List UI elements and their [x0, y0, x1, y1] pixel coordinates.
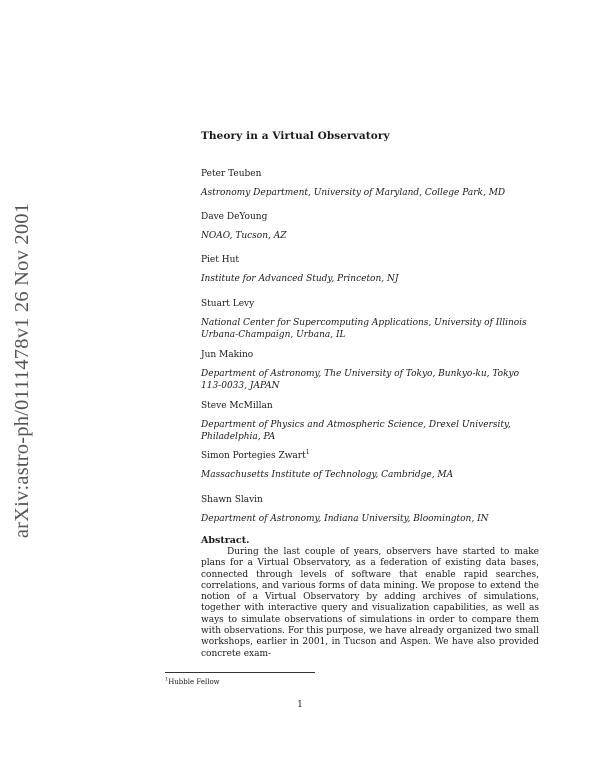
- footnote-mark: 1: [305, 449, 310, 456]
- author-name: [201, 450, 541, 462]
- author-list: [201, 168, 541, 525]
- author-block: [201, 254, 541, 298]
- author-block: [201, 168, 541, 211]
- author-block: [201, 450, 541, 494]
- author-affiliation: Institute for Advanced Study, Princeton, NJ: [201, 274, 399, 284]
- author-name: Peter Teuben: [201, 169, 262, 179]
- abstract-heading: Abstract.: [201, 535, 250, 546]
- footnote-mark: 1: [165, 676, 169, 683]
- author-affiliation: National Center for Supercomputing Applications, University of Illinois Urbana-Champaign, Urbana, IL: [201, 318, 527, 340]
- author-affiliation: Massachusetts Institute of Technology, Cambridge, MA: [201, 470, 454, 480]
- abstract: [201, 535, 539, 660]
- author-block: [201, 400, 541, 450]
- arxiv-stamp: [6, 200, 40, 540]
- page-title: Theory in a Virtual Observatory: [201, 130, 390, 142]
- author-name: Jun Makino: [201, 350, 254, 360]
- author-affiliation: Department of Physics and Atmospheric Science, Drexel University, Philadelphia, PA: [201, 420, 511, 442]
- author-block: [201, 494, 541, 525]
- author-affiliation: Astronomy Department, University of Maryland, College Park, MD: [201, 188, 506, 198]
- abstract-body: During the last couple of years, observers have started to make plans for a Virtual Observatory, as a federation of existing data bases, connected through levels of software that enable rapid searches, correlations, and various forms of data mining. We propose to extend the notion of a Virtual Observatory by adding archives of simulations, together with interactive query and visualization capabilities, as well as ways to simulate observations of simulations in order to compare them with observations. For this purpose, we have already organized two small workshops, earlier in 2001, in Tucson and Aspen. We have also provided concrete exam-: [201, 547, 539, 659]
- author-block: [201, 349, 541, 400]
- author-name: Shawn Slavin: [201, 495, 263, 505]
- author-name: Piet Hut: [201, 255, 239, 265]
- author-name: Dave DeYoung: [201, 212, 268, 222]
- author-name: Steve McMillan: [201, 401, 273, 411]
- author-block: [201, 211, 541, 254]
- author-affiliation: Department of Astronomy, Indiana University, Bloomington, IN: [201, 514, 489, 524]
- footnote: [165, 678, 220, 686]
- author-affiliation: NOAO, Tucson, AZ: [201, 231, 287, 241]
- footnote-text: Hubble Fellow: [168, 678, 220, 686]
- footnote-rule: [165, 672, 315, 673]
- author-name: Stuart Levy: [201, 299, 255, 309]
- author-affiliation: Department of Astronomy, The University of Tokyo, Bunkyo-ku, Tokyo 113-0033, JAPAN: [201, 369, 520, 391]
- page-number: 1: [297, 700, 303, 710]
- author-block: [201, 298, 541, 349]
- arxiv-stamp-text: arXiv:astro-ph/0111478v1 26 Nov 2001: [11, 202, 34, 538]
- author-name-text: Simon Portegies Zwart: [201, 451, 306, 461]
